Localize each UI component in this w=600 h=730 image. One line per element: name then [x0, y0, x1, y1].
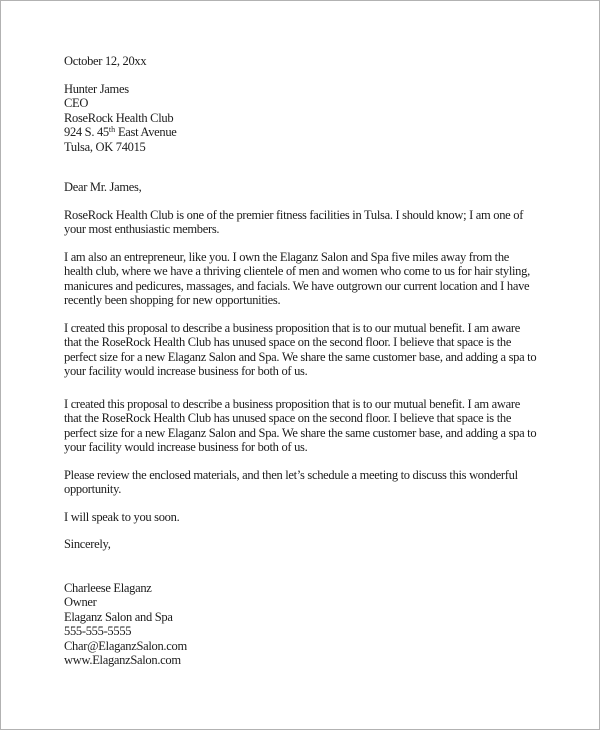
recipient-street-number: 924 S. 45 — [64, 125, 109, 139]
body-paragraph-signoff: I will speak to you soon. — [64, 509, 180, 524]
closing: Sincerely, — [64, 537, 111, 551]
recipient-name: Hunter James — [64, 81, 129, 96]
recipient-address-block — [64, 82, 539, 155]
recipient-city-state-zip: Tulsa, OK 74015 — [64, 139, 146, 154]
signature-website: www.ElaganzSalon.com — [64, 653, 181, 667]
recipient-street-name: East Avenue — [115, 125, 177, 139]
salutation: Dear Mr. James, — [64, 180, 142, 194]
body-paragraph-intro: RoseRock Health Club is one of the premier fitness facilities in Tulsa. I should know; I am one of your most enthusiastic members. — [64, 207, 524, 236]
signature-name: Charleese Elaganz — [64, 580, 152, 595]
signature-phone: 555-555-5555 — [64, 624, 132, 638]
signature-block — [64, 581, 539, 668]
body-paragraph-proposal-repeat: I created this proposal to describe a business proposition that is to our mutual benefit. I am aware that the RoseRock Health Club has unused space on the second floor. I believe that space is the perfect size for a new Elaganz Salon and Spa. We share the same customer base, and adding a spa to your facility would increase business for both of us. — [64, 396, 537, 454]
recipient-street-ordinal: th — [108, 125, 116, 134]
signature-email: Char@ElaganzSalon.com — [64, 638, 187, 653]
signature-company: Elaganz Salon and Spa — [64, 609, 173, 624]
body-paragraph-background: I am also an entrepreneur, like you. I own the Elaganz Salon and Spa five miles away from the health club, where we have a thriving clientele of men and women who come to us for hair styling, manicures and pedicures, massages, and facials. We have outgrown our current location and I have recently been shopping for new opportunities. — [64, 249, 530, 307]
body-paragraph-call-to-action: Please review the enclosed materials, and then let’s schedule a meeting to discuss this wonderful opportunity. — [64, 467, 518, 496]
body-paragraph-proposal: I created this proposal to describe a business proposition that is to our mutual benefit. I am aware that the RoseRock Health Club has unused space on the second floor. I believe that space is the perfect size for a new Elaganz Salon and Spa. We share the same customer base, and adding a spa to your facility would increase business for both of us. — [64, 320, 537, 378]
letter-date: October 12, 20xx — [64, 54, 147, 68]
signature-title: Owner — [64, 595, 97, 609]
letter-content — [1, 1, 599, 668]
recipient-title: CEO — [64, 96, 89, 110]
recipient-company: RoseRock Health Club — [64, 110, 174, 125]
recipient-street — [64, 125, 539, 140]
